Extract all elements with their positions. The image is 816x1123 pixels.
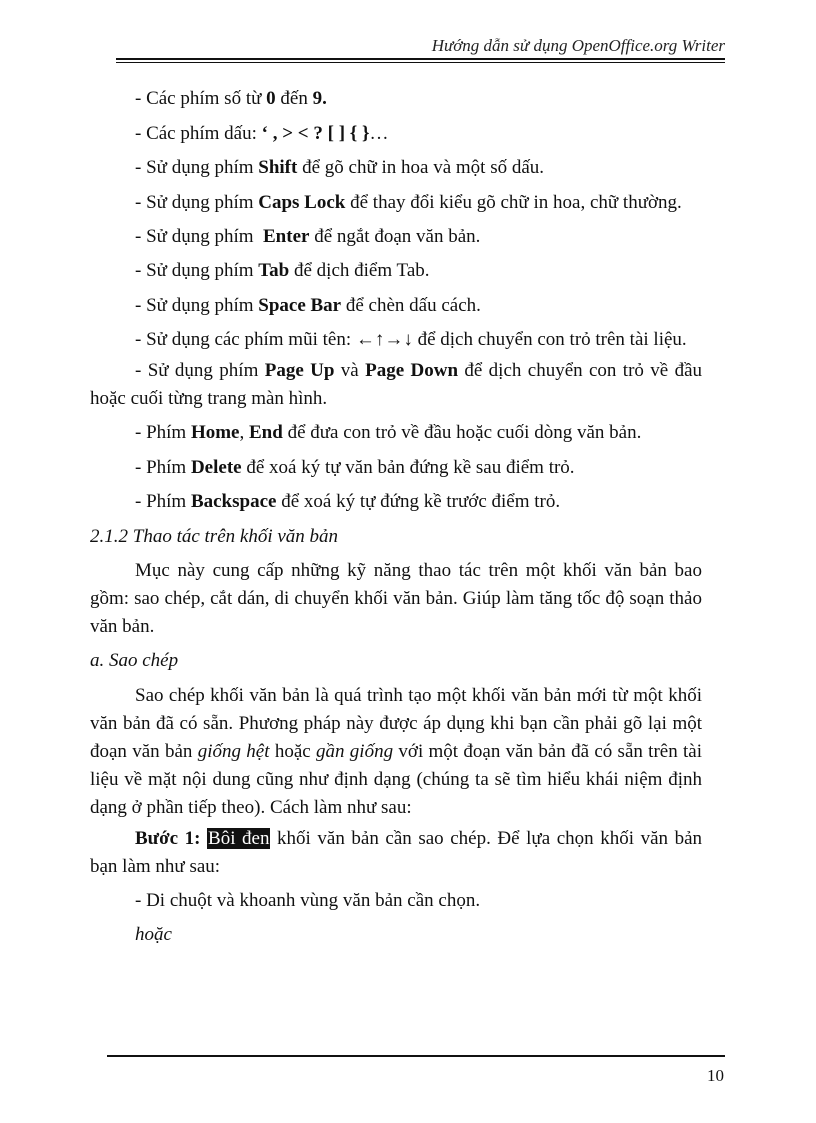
key-line-delete: - Phím Delete để xoá ký tự văn bản đứng kề sau điểm trỏ. bbox=[135, 456, 575, 478]
footer-rule bbox=[107, 1055, 725, 1057]
key-line-backspace: - Phím Backspace để xoá ký tự đứng kề trước điểm trỏ. bbox=[135, 491, 561, 512]
key-line-shift: - Sử dụng phím Shift để gõ chữ in hoa và một số dấu. bbox=[135, 157, 545, 178]
highlighted-text: Bôi đen bbox=[208, 827, 270, 849]
running-header: Hướng dẫn sử dụng OpenOffice.org Writer bbox=[431, 36, 725, 55]
key-line-home-end: - Phím Home, End để đưa con trỏ về đầu hoặc cuối dòng văn bản. bbox=[135, 422, 642, 443]
step-option: - Di chuột và khoanh vùng văn bản cần chọn. bbox=[135, 889, 481, 911]
or-word: hoặc bbox=[135, 924, 172, 945]
step-1-paragraph: Bước 1: Bôi đen khối văn bản cần sao chép. Để lựa chọn khối văn bản bạn làm như sau: bbox=[90, 827, 703, 877]
key-line-pageupdown: - Sử dụng phím Page Up và Page Down để dịch chuyển con trỏ về đầu hoặc cuối từng trang màn hình. bbox=[90, 360, 702, 409]
key-line-enter: - Sử dụng phím Enter để ngắt đoạn văn bản. bbox=[135, 225, 481, 247]
copy-paragraph: Sao chép khối văn bản là quá trình tạo một khối văn bản mới từ một khối văn bản đã có sẵn. Phương pháp này được áp dụng khi bạn cần phải gõ lại một đoạn văn bản giống hệt hoặc gần giống với một đoạn văn bản đã có sẵn trên tài liệu về mặt nội dung cũng như định dạng (chúng ta sẽ tìm hiểu khái niệm định dạng ở phần tiếp theo). Cách làm như sau: bbox=[90, 684, 703, 818]
section-intro: Mục này cung cấp những kỹ năng thao tác trên một khối văn bản bao gồm: sao chép, cắt dán, di chuyển khối văn bản. Giúp làm tăng tốc độ soạn thảo văn bản. bbox=[90, 560, 702, 637]
key-line-capslock: - Sử dụng phím Caps Lock để thay đổi kiểu gõ chữ in hoa, chữ thường. bbox=[135, 191, 682, 213]
key-line-arrows: - Sử dụng các phím mũi tên: ←↑→↓ để dịch chuyển con trỏ trên tài liệu. bbox=[135, 329, 687, 350]
subheading-copy: a. Sao chép bbox=[90, 650, 179, 671]
page-number: 10 bbox=[707, 1066, 724, 1085]
key-line-tab: - Sử dụng phím Tab để dịch điểm Tab. bbox=[135, 260, 430, 281]
key-line-digits: - Các phím số từ 0 đến 9. bbox=[135, 88, 327, 109]
header-rule bbox=[116, 58, 725, 63]
key-line-spacebar: - Sử dụng phím Space Bar để chèn dấu cách. bbox=[135, 294, 481, 316]
page-body bbox=[90, 82, 702, 953]
section-heading: 2.1.2 Thao tác trên khối văn bản bbox=[90, 525, 339, 547]
key-line-punctuation: - Các phím dấu: ‘ , > < ? [ ] { }… bbox=[135, 122, 389, 144]
